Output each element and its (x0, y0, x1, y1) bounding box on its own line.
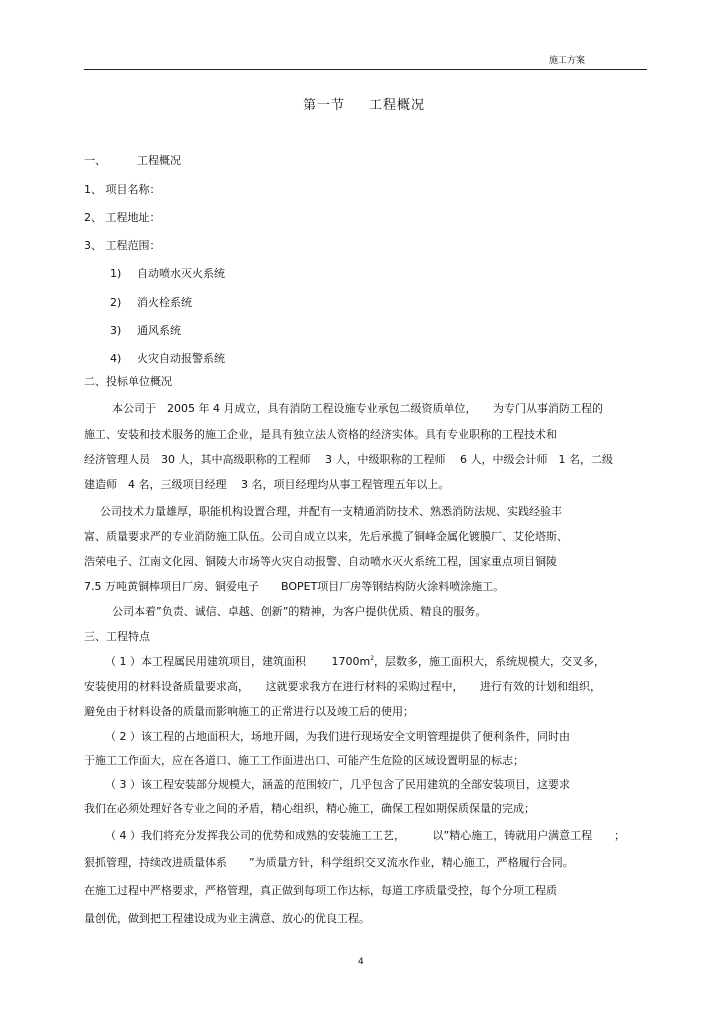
scope-num: 3) (110, 324, 122, 337)
feature2-line: （ 2 ）该工程的占地面积大，场地开阔，为我们进行现场安全文明管理提供了便利条件，同时由 (105, 730, 570, 743)
area-superscript: 2 (370, 655, 375, 662)
strength-paragraph-line: 浩荣电子、江南文化园、铜陵大市场等火灾自动报警、自动喷水灭火系统工程，国家重点项目铜陵 (84, 555, 557, 568)
scope-num: 4) (110, 352, 122, 365)
section1-heading-num: 一、 (84, 154, 106, 167)
strength-paragraph-line: 7.5 万吨黄铜棒项目厂房、铜爱电子 BOPET项目厂房等钢结构防火涂料喷涂施工。 (84, 580, 505, 593)
strength-paragraph-line: 公司技术力量雄厚，职能机构设置合理，并配有一支精通消防技术、熟悉消防法规、实践经验丰 (100, 505, 562, 518)
feature3-line: （ 3 ）该工程安装部分规模大，涵盖的范围较广，几乎包含了民用建筑的全部安装项目，这要求 (105, 778, 570, 791)
title-name: 工程概况 (369, 98, 426, 113)
feature1-part-b: ，层数多，施工面积大，系统规模大，交叉多， (374, 655, 606, 668)
feature4-line: 狠抓管理，持续改进质量体系 ”为质量方针，科学组织交叉流水作业，精心施工，严格履行合同。 (84, 856, 574, 869)
section3-heading: 三、工程特点 (84, 630, 150, 643)
section1-heading: 工程概况 (137, 154, 181, 167)
company-paragraph-line: 本公司于 2005 年 4 月成立，具有消防工程设施专业承包二级资质单位， 为专门从事消防工程的 (112, 402, 603, 415)
feature4-line: 在施工过程中严格要求，严格管理，真正做到每项工作达标，每道工序质量受控，每个分项工程质 (84, 884, 557, 897)
feature4-line: （ 4 ）我们将充分发挥我公司的优势和成熟的安装施工工艺， 以”精心施工，铸就用户满意工程 ； (105, 829, 626, 842)
running-header: 施工方案 (549, 56, 586, 66)
motto-line: 公司本着”负责、诚信、卓越、创新”的精神，为客户提供优质、精良的服务。 (112, 605, 487, 618)
company-paragraph-line: 建造师 4 名，三级项目经理 3 名，项目经理均从事工程管理五年以上。 (84, 478, 450, 491)
feature2-line: 于施工工作面大，应在各道口、施工工作面进出口、可能产生危险的区域设置明显的标志； (84, 754, 524, 767)
feature3-line: 我们在必须处理好各专业之间的矛盾，精心组织，精心施工，确保工程如期保质保量的完成； (84, 802, 535, 815)
project-address-line: 2、 工程地址： (84, 211, 161, 224)
scope-item: 消火栓系统 (137, 296, 192, 309)
section2-heading: 二、投标单位概况 (84, 375, 172, 388)
header-rule (84, 69, 647, 70)
project-scope-line: 3、 工程范围： (84, 239, 161, 252)
company-paragraph-line: 经济管理人员 30 人，其中高级职称的工程师 3 人，中级职称的工程师 6 人，中级会计师 1 名，二级 (84, 453, 613, 466)
feature1-line: 避免由于材料设备的质量而影响施工的正常进行以及竣工后的使用； (84, 705, 414, 718)
page-title (303, 98, 425, 114)
scope-item: 自动喷水灭火系统 (137, 267, 225, 280)
scope-item: 火灾自动报警系统 (137, 352, 225, 365)
feature1-line (105, 655, 605, 669)
strength-paragraph-line: 富、质量要求严的专业消防施工队伍。公司自成立以来，先后承揽了铜峰金属化镀膜厂、艾伦塔斯、 (84, 530, 568, 543)
feature1-line: 安装使用的材料设备质量要求高， 这就要求我方在进行材料的采购过程中， 进行有效的计划和组织， (84, 680, 601, 693)
title-section: 第一节 (303, 98, 346, 113)
feature1-part-a: （ 1 ）本工程属民用建筑项目，建筑面积 1700m (105, 655, 371, 668)
company-paragraph-line: 施工、安装和技术服务的施工企业，是具有独立法人资格的经济实体。具有专业职称的工程技术和 (84, 428, 557, 441)
scope-item: 通风系统 (137, 324, 181, 337)
scope-num: 1) (110, 267, 122, 280)
feature4-line: 量创优，做到把工程建设成为业主满意、放心的优良工程。 (84, 912, 370, 925)
page-number: 4 (358, 957, 364, 967)
project-name-line: 1、 项目名称： (84, 183, 161, 196)
scope-num: 2) (110, 296, 122, 309)
